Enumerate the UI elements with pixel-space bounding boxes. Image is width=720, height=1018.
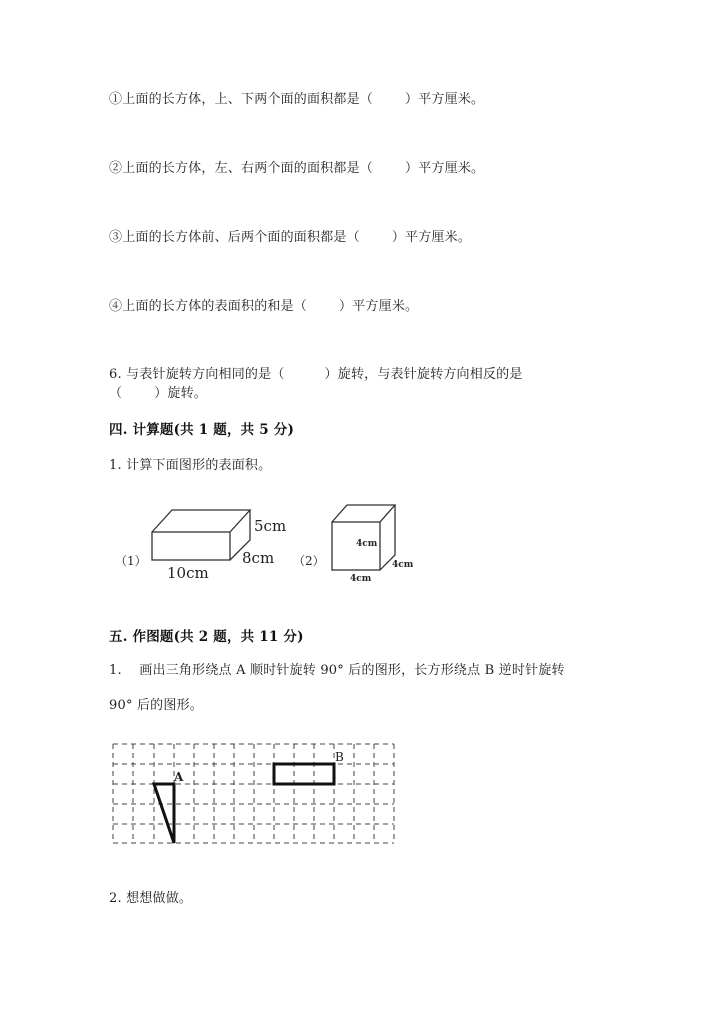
question-text: ④上面的长方体的表面积的和是（ bbox=[109, 299, 308, 314]
question-5-sub-2 bbox=[109, 157, 484, 176]
question-text: ）平方厘米。 bbox=[339, 299, 419, 314]
question-text: ）平方厘米。 bbox=[405, 161, 485, 176]
figure-2-label: （2） bbox=[293, 554, 325, 568]
question-text: ）旋转，与表针旋转方向相反的是 bbox=[324, 367, 523, 382]
figure-1-label: （1） bbox=[115, 554, 147, 568]
point-b-label: B bbox=[335, 750, 344, 764]
question-text: ③上面的长方体前、后两个面的面积都是（ bbox=[109, 230, 360, 245]
cuboid-height-label: 5cm bbox=[254, 517, 287, 535]
question-5-sub-1 bbox=[109, 88, 484, 107]
question-5-sub-4 bbox=[109, 295, 418, 314]
question-5-sub-3 bbox=[109, 226, 471, 245]
cube-figure bbox=[332, 505, 395, 570]
point-a-label: A bbox=[174, 770, 184, 784]
section-5-heading: 五. 作图题(共 2 题，共 11 分) bbox=[109, 629, 304, 645]
question-text: ①上面的长方体，上、下两个面的面积都是（ bbox=[109, 92, 374, 107]
question-text: （ bbox=[109, 386, 123, 401]
question-6-line-1 bbox=[109, 363, 523, 382]
question-text: ）平方厘米。 bbox=[405, 92, 485, 107]
cuboid-length-label: 10cm bbox=[167, 564, 209, 582]
solid-figures bbox=[100, 495, 430, 595]
section-4-question-1: 1. 计算下面图形的表面积。 bbox=[109, 458, 272, 473]
cube-side-label: 4cm bbox=[392, 560, 414, 570]
question-text: ）平方厘米。 bbox=[391, 230, 472, 245]
cube-bottom-label: 4cm bbox=[350, 574, 372, 584]
section-5-question-2: 2. 想想做做。 bbox=[109, 891, 193, 906]
grid-lines bbox=[113, 744, 394, 843]
section-5-question-1-line-1: 1. 画出三角形绕点 A 顺时针旋转 90° 后的图形，长方形绕点 B 逆时针旋转 bbox=[109, 663, 565, 678]
triangle-shape bbox=[154, 784, 174, 843]
question-6-line-2 bbox=[109, 382, 207, 401]
rectangle-shape bbox=[274, 764, 334, 784]
cuboid-figure bbox=[152, 510, 250, 560]
question-text: ②上面的长方体，左、右两个面的面积都是（ bbox=[109, 161, 374, 176]
question-text: 6. 与表针旋转方向相同的是（ bbox=[109, 367, 285, 382]
cuboid-width-label: 8cm bbox=[242, 549, 275, 567]
rotation-grid[interactable] bbox=[105, 736, 405, 851]
question-text: ）旋转。 bbox=[154, 386, 208, 401]
section-5-question-1-line-2: 90° 后的图形。 bbox=[109, 698, 203, 713]
section-4-heading: 四. 计算题(共 1 题，共 5 分) bbox=[109, 422, 295, 438]
cube-front-label: 4cm bbox=[356, 539, 378, 549]
